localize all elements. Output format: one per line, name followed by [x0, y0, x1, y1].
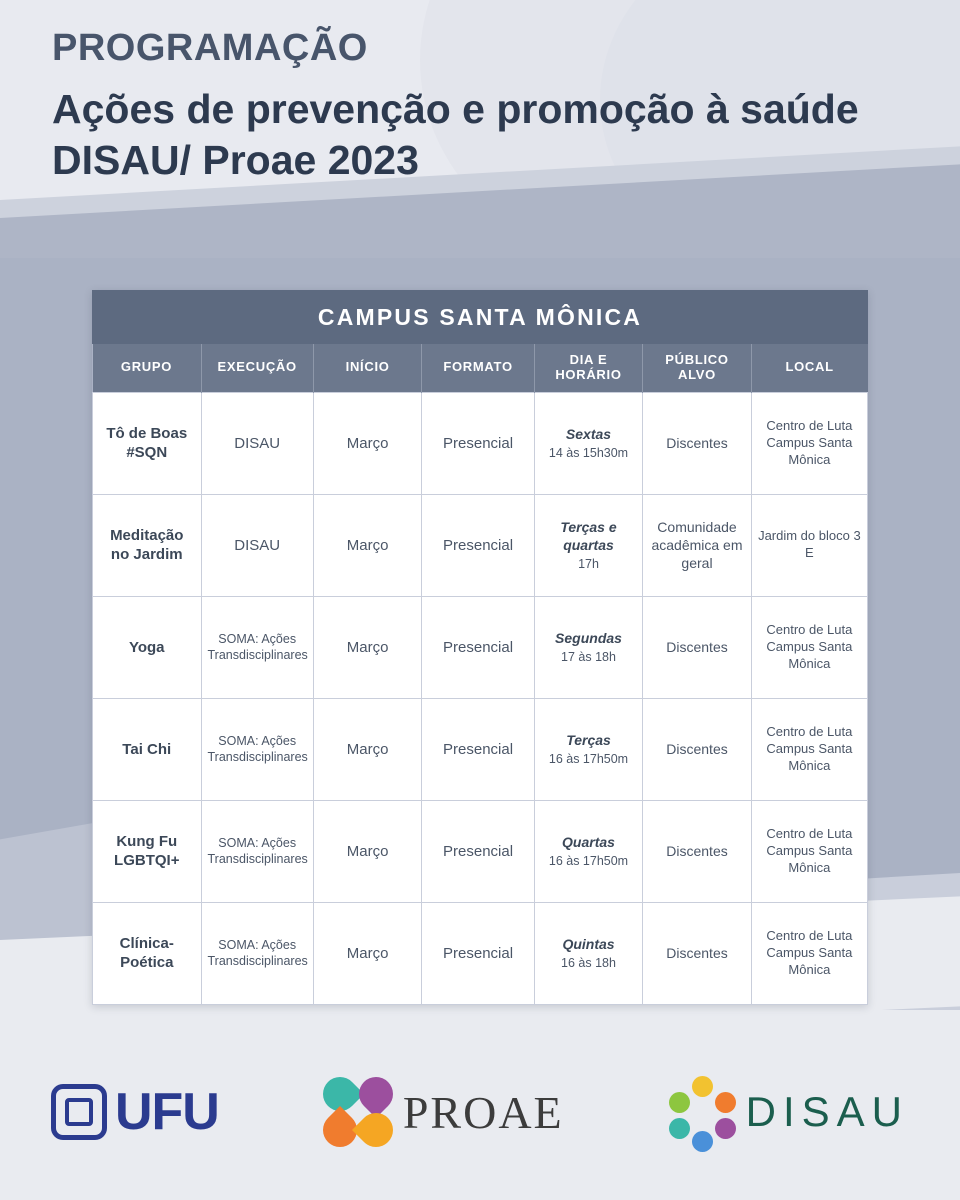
cell-inicio: Março — [313, 902, 422, 1004]
cell-hora: 17 às 18h — [561, 650, 616, 665]
cell-inicio: Março — [313, 392, 422, 494]
cell-execucao: DISAU — [201, 392, 313, 494]
cell-publico: Discentes — [643, 800, 752, 902]
cell-local: Centro de Luta Campus Santa Mônica — [751, 392, 867, 494]
ufu-logo-text: UFU — [114, 1083, 219, 1141]
column-header-formato: FORMATO — [422, 344, 534, 392]
proae-hands-icon — [321, 1077, 395, 1147]
cell-grupo: Yoga — [93, 596, 202, 698]
cell-dia: Quartas — [562, 834, 615, 851]
table-row — [93, 392, 868, 494]
ufu-emblem-icon — [51, 1084, 107, 1140]
cell-inicio: Março — [313, 800, 422, 902]
cell-local: Centro de Luta Campus Santa Mônica — [751, 800, 867, 902]
cell-formato: Presencial — [422, 800, 534, 902]
cell-inicio: Março — [313, 494, 422, 596]
cell-inicio: Março — [313, 596, 422, 698]
page-title: Ações de prevenção e promoção à saúde DISAU/ Proae 2023 — [52, 85, 859, 184]
campus-banner: CAMPUS SANTA MÔNICA — [92, 290, 868, 344]
schedule-table-body — [93, 392, 868, 1004]
cell-publico: Discentes — [643, 902, 752, 1004]
cell-inicio: Março — [313, 698, 422, 800]
cell-dia: Terças e quartas — [560, 519, 617, 554]
cell-publico: Discentes — [643, 392, 752, 494]
cell-formato: Presencial — [422, 494, 534, 596]
cell-dia-horario — [534, 596, 643, 698]
table-row — [93, 902, 868, 1004]
table-header-row — [93, 344, 868, 392]
cell-execucao: SOMA: Ações Transdisciplinares — [201, 902, 313, 1004]
cell-formato: Presencial — [422, 392, 534, 494]
cell-local: Jardim do bloco 3 E — [751, 494, 867, 596]
cell-grupo: Tô de Boas #SQN — [93, 392, 202, 494]
cell-grupo: Tai Chi — [93, 698, 202, 800]
cell-dia: Sextas — [565, 426, 612, 443]
table-row — [93, 596, 868, 698]
cell-hora: 17h — [578, 557, 599, 572]
cell-local: Centro de Luta Campus Santa Mônica — [751, 596, 867, 698]
column-header-local: LOCAL — [751, 344, 867, 392]
cell-local: Centro de Luta Campus Santa Mônica — [751, 698, 867, 800]
cell-grupo: Clínica-Poética — [93, 902, 202, 1004]
cell-hora: 14 às 15h30m — [548, 446, 629, 461]
cell-publico: Discentes — [643, 596, 752, 698]
schedule-card — [92, 290, 868, 1005]
cell-local: Centro de Luta Campus Santa Mônica — [751, 902, 867, 1004]
cell-publico: Discentes — [643, 698, 752, 800]
cell-dia-horario — [534, 698, 643, 800]
cell-hora: 16 às 17h50m — [548, 752, 629, 767]
header-kicker: PROGRAMAÇÃO — [52, 27, 368, 69]
poster-header — [52, 28, 892, 186]
cell-hora: 16 às 18h — [561, 956, 616, 971]
schedule-table — [92, 344, 868, 1005]
column-header-inicio: INÍCIO — [313, 344, 422, 392]
cell-dia-horario — [534, 902, 643, 1004]
cell-formato: Presencial — [422, 902, 534, 1004]
cell-dia-horario — [534, 800, 643, 902]
cell-hora: 16 às 17h50m — [548, 854, 629, 869]
cell-dia: Terças — [566, 732, 611, 749]
footer-logos — [0, 1042, 960, 1182]
cell-grupo: Meditação no Jardim — [93, 494, 202, 596]
column-header-execucao: EXECUÇÃO — [201, 344, 313, 392]
table-row — [93, 494, 868, 596]
cell-execucao: SOMA: Ações Transdisciplinares — [201, 698, 313, 800]
disau-circle-people-icon — [666, 1076, 738, 1148]
column-header-publico-alvo: PÚBLICO ALVO — [643, 344, 752, 392]
cell-dia: Segundas — [555, 630, 622, 647]
cell-publico: Comunidade acadêmica em geral — [643, 494, 752, 596]
table-row — [93, 698, 868, 800]
cell-formato: Presencial — [422, 596, 534, 698]
column-header-grupo: GRUPO — [93, 344, 202, 392]
cell-grupo: Kung Fu LGBTQI+ — [93, 800, 202, 902]
cell-execucao: DISAU — [201, 494, 313, 596]
cell-execucao: SOMA: Ações Transdisciplinares — [201, 800, 313, 902]
column-header-dia-horario: DIA E HORÁRIO — [534, 344, 643, 392]
cell-dia-horario — [534, 392, 643, 494]
ufu-logo — [51, 1082, 219, 1142]
disau-logo-text: DISAU — [745, 1088, 909, 1135]
cell-execucao: SOMA: Ações Transdisciplinares — [201, 596, 313, 698]
cell-dia-horario — [534, 494, 643, 596]
proae-logo — [321, 1077, 564, 1147]
disau-logo — [666, 1076, 909, 1148]
cell-dia: Quintas — [562, 936, 615, 953]
proae-logo-text: PROAE — [402, 1086, 564, 1138]
table-row — [93, 800, 868, 902]
cell-formato: Presencial — [422, 698, 534, 800]
